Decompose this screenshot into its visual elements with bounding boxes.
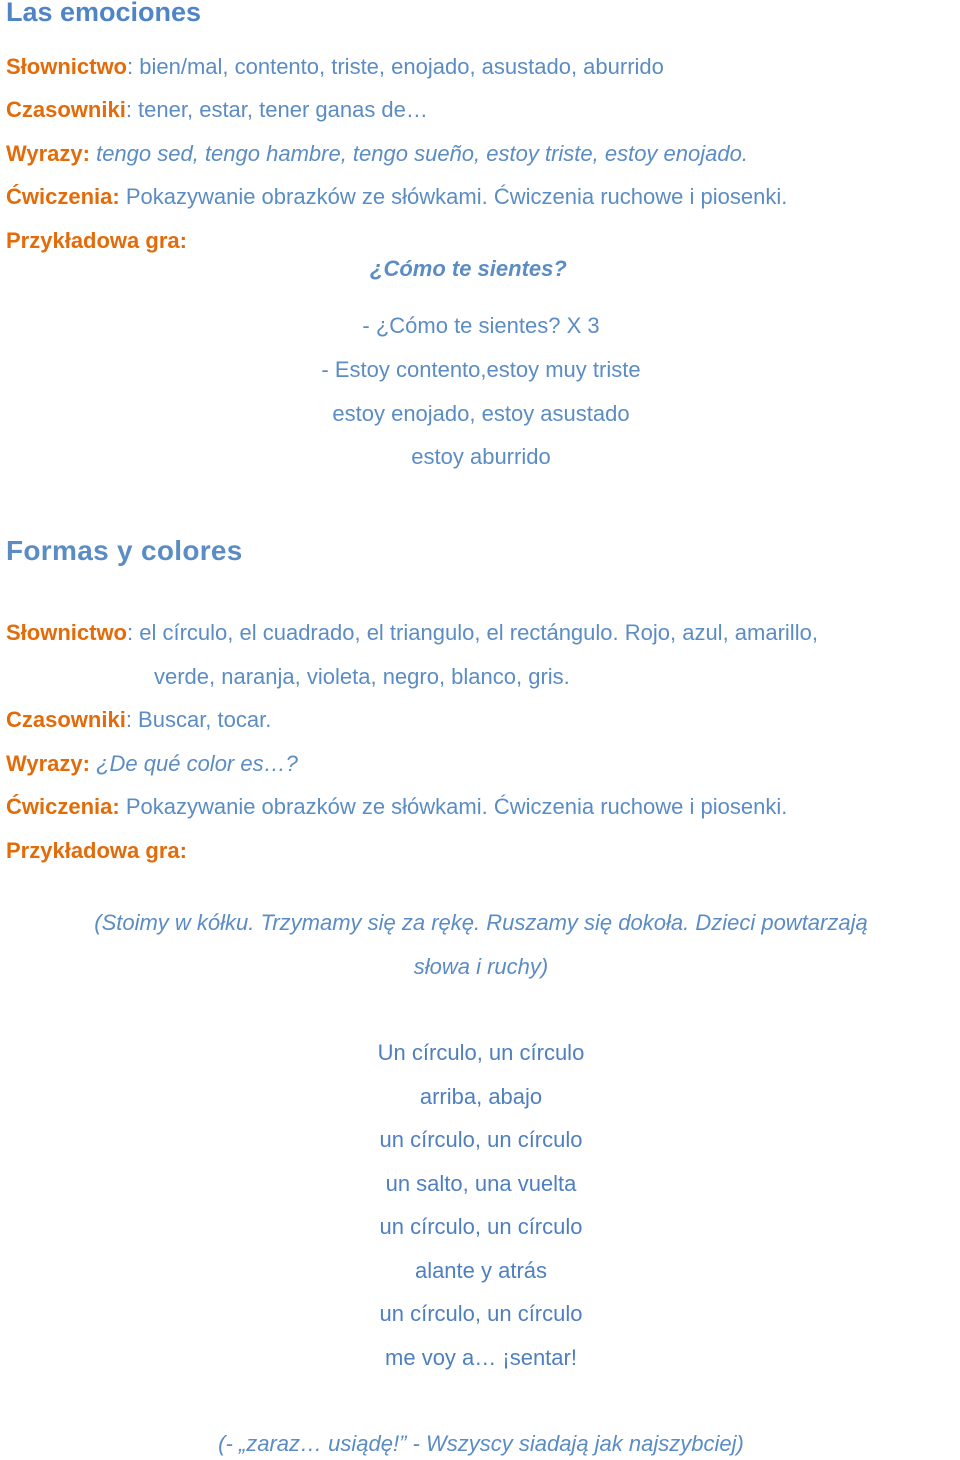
verbs-value: tener, estar, tener ganas de… [131, 97, 428, 122]
vocab-value: el círculo, el cuadrado, el triangulo, el rectángulo. Rojo, azul, amarillo, [133, 620, 818, 645]
vocab-sep: : [127, 620, 134, 645]
verbs-sep: : [125, 707, 132, 732]
vocab-sep: : [127, 54, 134, 79]
game-title: ¿Cómo te sientes? [370, 256, 567, 281]
verbs-value: Buscar, tocar. [131, 707, 272, 732]
words-label: Wyrazy: [6, 141, 90, 166]
game-instructions: (Stoimy w kółku. Trzymamy się za rękę. Ruszamy się dokoła. Dzieci powtarzają [94, 910, 868, 935]
words-value: tengo sed, tengo hambre, tengo sueño, estoy triste, estoy enojado. [89, 141, 748, 166]
exercises-value: Pokazywanie obrazków ze słówkami. Ćwiczenia ruchowe i piosenki. [119, 184, 788, 209]
vocab-label: Słownictwo [6, 54, 127, 79]
vocab-line-emotions [6, 54, 664, 80]
section-title-emotions: Las emociones [6, 0, 202, 27]
song-line: un círculo, un círculo [379, 1214, 583, 1239]
exercises-value: Pokazywanie obrazków ze słówkami. Ćwiczenia ruchowe i piosenki. [119, 794, 788, 819]
game-label-emotions: Przykładowa gra: [6, 228, 187, 253]
words-line-shapes [6, 751, 298, 777]
song-line: Un círculo, un círculo [377, 1040, 585, 1065]
exercises-line-emotions [6, 184, 787, 210]
game-line: - Estoy contento,estoy muy triste [321, 357, 641, 382]
verbs-sep: : [125, 97, 132, 122]
words-label: Wyrazy: [6, 751, 90, 776]
verbs-label: Czasowniki [6, 97, 126, 122]
verbs-line-emotions [6, 97, 428, 123]
game-line: estoy enojado, estoy asustado [332, 401, 630, 426]
game-line: estoy aburrido [411, 444, 551, 469]
game-instructions: słowa i ruchy) [413, 954, 549, 979]
verbs-line-shapes [6, 707, 271, 733]
exercises-label: Ćwiczenia: [6, 794, 120, 819]
vocab-line-shapes [6, 620, 818, 646]
section-title-shapes: Formas y colores [6, 535, 243, 566]
vocab-label: Słownictwo [6, 620, 127, 645]
song-line: un salto, una vuelta [385, 1171, 577, 1196]
closing-note: (- „zaraz… usiądę!” - Wszyscy siadają jak najszybciej) [218, 1431, 744, 1456]
exercises-label: Ćwiczenia: [6, 184, 120, 209]
verbs-label: Czasowniki [6, 707, 126, 732]
words-value: ¿De qué color es…? [89, 751, 298, 776]
words-line-emotions [6, 141, 748, 167]
song-line: alante y atrás [414, 1258, 548, 1283]
song-line: arriba, abajo [419, 1084, 543, 1109]
exercises-line-shapes [6, 794, 787, 820]
vocab-value: bien/mal, contento, triste, enojado, asustado, aburrido [133, 54, 664, 79]
game-line: - ¿Cómo te sientes? X 3 [362, 313, 600, 338]
song-line: me voy a… ¡sentar! [385, 1345, 577, 1370]
vocab-value-continued: verde, naranja, violeta, negro, blanco, gris. [154, 664, 570, 689]
song-line: un círculo, un círculo [379, 1301, 583, 1326]
song-line: un círculo, un círculo [379, 1127, 583, 1152]
game-label-shapes: Przykładowa gra: [6, 838, 187, 863]
